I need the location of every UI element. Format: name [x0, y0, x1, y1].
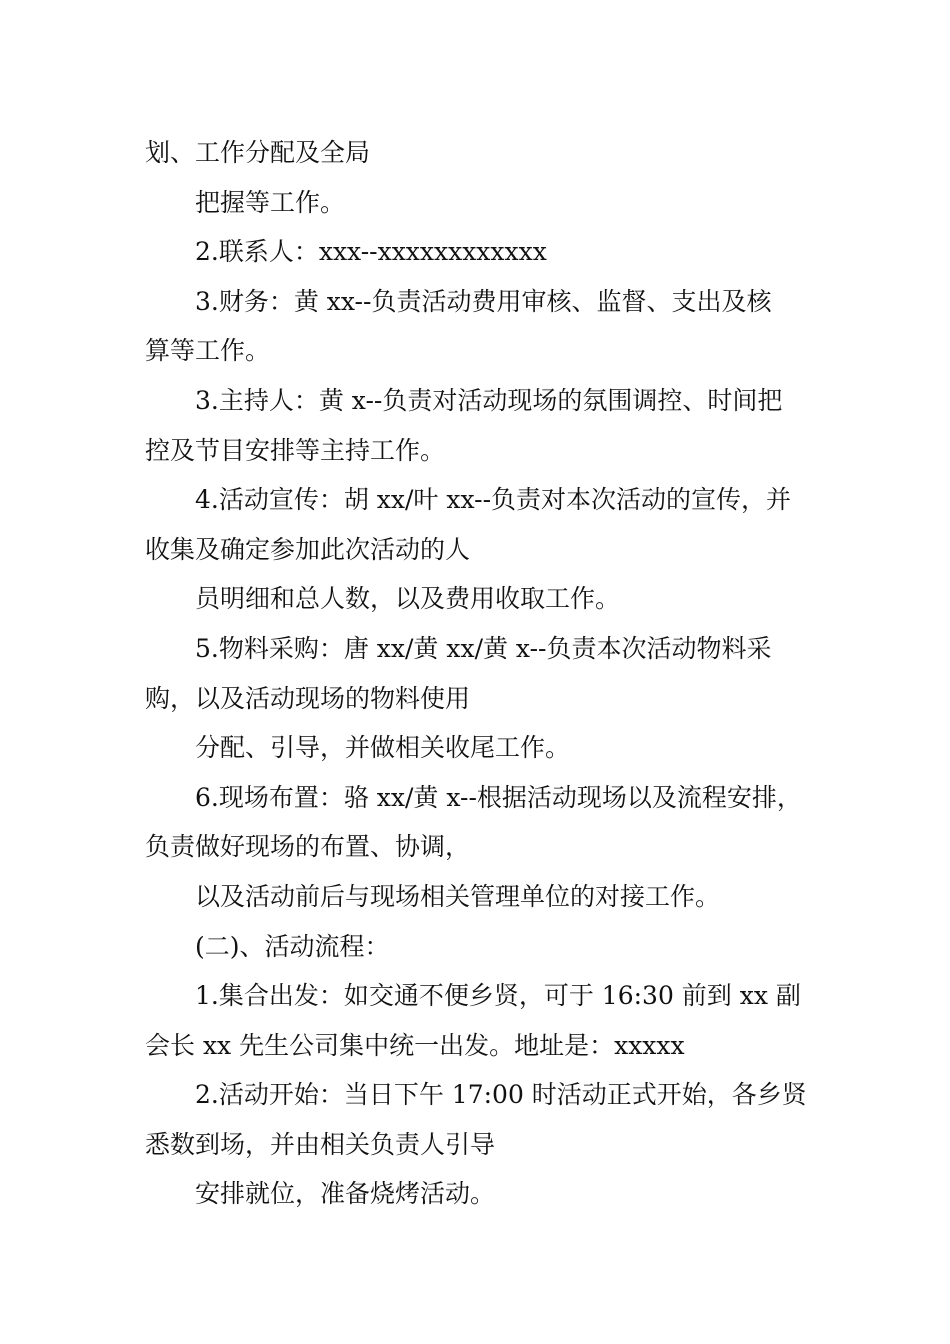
text-line: 5.物料采购：唐 xx/黄 xx/黄 x--负责本次活动物料采	[195, 633, 772, 663]
text-line: 2.联系人：xxx--xxxxxxxxxxxx	[195, 237, 547, 267]
section-heading: (二)、活动流程：	[195, 931, 390, 961]
text-line: 把握等工作。	[195, 187, 346, 217]
text-line: 员明细和总人数，以及费用收取工作。	[195, 584, 621, 614]
text-line: 负责做好现场的布置、协调，	[145, 832, 471, 862]
text-line: 收集及确定参加此次活动的人	[145, 534, 471, 564]
text-line: 悉数到场，并由相关负责人引导	[145, 1129, 496, 1159]
text-line: 购，以及活动现场的物料使用	[145, 683, 471, 713]
text-line: 4.活动宣传：胡 xx/叶 xx--负责对本次活动的宣传，并	[195, 485, 792, 515]
text-line: 6.现场布置：骆 xx/黄 x--根据活动现场以及流程安排，	[195, 782, 802, 812]
text-line: 1.集合出发：如交通不便乡贤，可于 16:30 前到 xx 副	[195, 981, 801, 1011]
text-line: 以及活动前后与现场相关管理单位的对接工作。	[195, 881, 721, 911]
text-line: 分配、引导，并做相关收尾工作。	[195, 733, 571, 763]
text-line: 安排就位，准备烧烤活动。	[195, 1179, 496, 1209]
document-body	[145, 128, 825, 1219]
text-line: 3.财务：黄 xx--负责活动费用审核、监督、支出及核	[195, 286, 772, 316]
text-line: 算等工作。	[145, 336, 271, 366]
text-line: 3.主持人：黄 x--负责对活动现场的氛围调控、时间把	[195, 385, 783, 415]
text-line: 控及节目安排等主持工作。	[145, 435, 446, 465]
text-line: 会长 xx 先生公司集中统一出发。地址是：xxxxx	[145, 1030, 685, 1060]
text-line: 划、工作分配及全局	[145, 138, 371, 167]
text-line: 2.活动开始：当日下午 17:00 时活动正式开始，各乡贤	[195, 1080, 807, 1110]
